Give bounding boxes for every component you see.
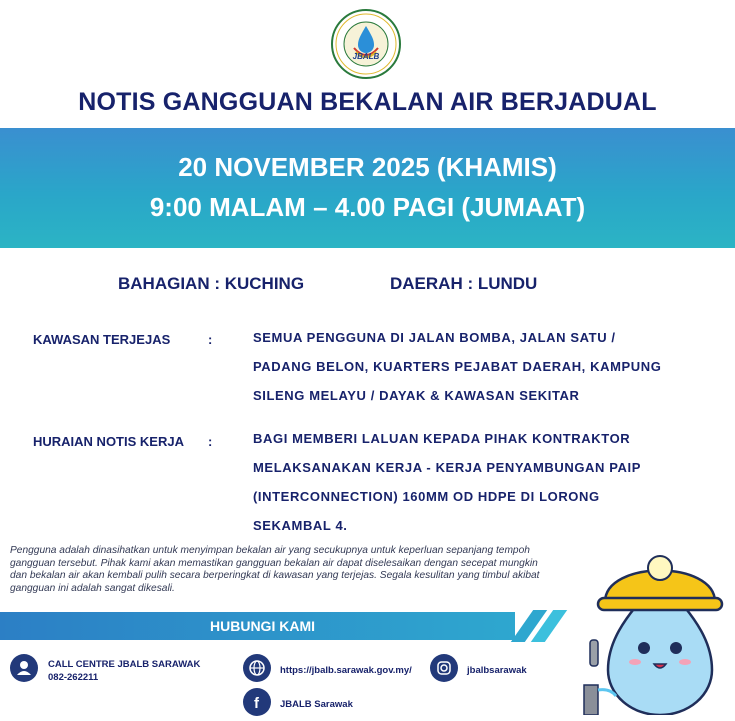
work-description-line: SEKAMBAL 4. (253, 518, 348, 533)
schedule-date: 20 NOVEMBER 2025 (KHAMIS) (178, 152, 557, 182)
schedule-time: 9:00 MALAM – 4.00 PAGI (JUMAAT) (149, 192, 586, 222)
affected-area-line: SEMUA PENGGUNA DI JALAN BOMBA, JALAN SATU / (253, 330, 616, 345)
call-centre-phone[interactable]: 082-262211 (48, 672, 99, 683)
district-label: DAERAH : LUNDU (390, 274, 538, 293)
water-drop-mascot (580, 540, 730, 715)
contact-heading: HUBUNGI KAMI (210, 618, 315, 634)
call-centre-name: CALL CENTRE JBALB SARAWAK (48, 659, 201, 670)
division-label: BAHAGIAN : KUCHING (118, 274, 305, 293)
affected-area-label: KAWASAN TERJEJAS (33, 332, 171, 347)
svg-text:f: f (254, 695, 259, 712)
affected-area-value (253, 323, 673, 410)
facebook-page[interactable]: JBALB Sarawak (280, 699, 353, 710)
instagram-handle[interactable]: jbalbsarawak (467, 665, 527, 676)
notice-title: NOTIS GANGGUAN BEKALAN AIR BERJADUAL (78, 88, 657, 116)
work-description-label: HURAIAN NOTIS KERJA (33, 434, 184, 449)
instagram-icon (430, 654, 458, 682)
facebook-icon (243, 688, 271, 716)
work-description-line: BAGI MEMBERI LALUAN KEPADA PIHAK KONTRAKTOR (253, 431, 631, 446)
schedule-band (0, 128, 735, 248)
website-link[interactable]: https://jbalb.sarawak.gov.my/ (280, 665, 412, 676)
work-description-line: MELAKSANAKAN KERJA - KERJA PENYAMBUNGAN PAIP (253, 460, 642, 475)
affected-area-line: PADANG BELON, KUARTERS PEJABAT DAERAH, KAMPUNG (253, 359, 662, 374)
work-description-line: (INTERCONNECTION) 160MM OD HDPE DI LORONG (253, 489, 600, 504)
advisory-notice: Pengguna adalah dinasihatkan untuk menyimpan bekalan air yang secukupnya untuk keperluan sepanjang tempoh gangguan tersebut. Pihak kami akan memastikan gangguan bekalan air dapat diselesaikan dengan secepat mungkin dan bekalan air akan kembali pulih secara berperingkat di kawasan yang terjejas. Segala kesulitan yang timbul akibat gangguan ini adalah sangat dikesali. (10, 545, 540, 594)
jbalb-logo (330, 8, 402, 80)
globe-icon (243, 654, 271, 682)
work-description-value (253, 424, 673, 540)
work-description-colon: : (208, 434, 213, 449)
phone-icon (10, 654, 38, 682)
contact-heading-bar (0, 612, 515, 640)
affected-area-line: SILENG MELAYU / DAYAK & KAWASAN SEKITAR (253, 388, 580, 403)
logo-name: JBALB (352, 52, 380, 61)
affected-area-colon: : (208, 332, 213, 347)
